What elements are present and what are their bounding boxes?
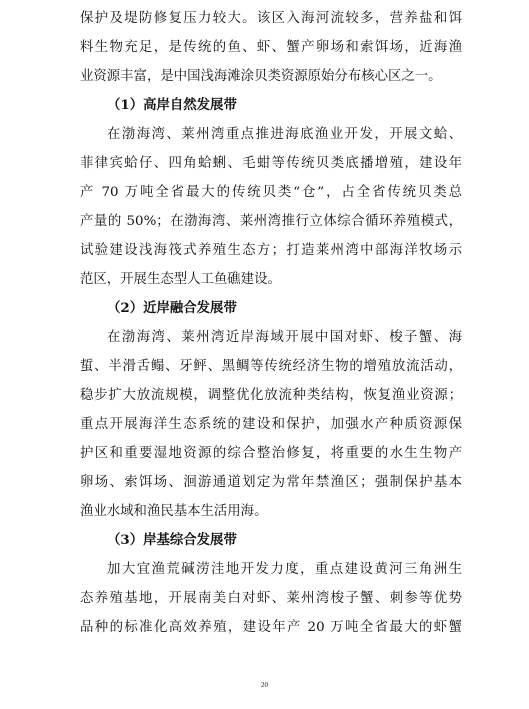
paragraph-line: 在渤海湾、莱州湾重点推进海底渔业开发，开展文蛤、	[107, 127, 462, 142]
paragraph-line: 护区和重要湿地资源的综合整治修复，将重要的水生生物产	[80, 446, 462, 461]
paragraph-line: 态养殖基地，开展南美白对虾、莱州湾梭子蟹、刺参等优势	[80, 591, 462, 606]
page-number: 20	[261, 681, 268, 689]
section-paragraph-near-shore	[80, 323, 462, 526]
paragraph-line: 品种的标准化高效养殖，建设年产 20 万吨全省最大的虾蟹	[80, 620, 462, 635]
paragraph-line: 范区，开展生态型人工鱼礁建设。	[80, 272, 281, 287]
paragraph-line: 料生物充足，是传统的鱼、虾、蟹产卵场和索饵场，近海渔	[80, 40, 462, 55]
body-text	[80, 4, 462, 642]
paragraph-line: 产 70 万吨全省最大的传统贝类“仓”，占全省传统贝类总	[80, 185, 462, 200]
paragraph-line: 渔业水域和渔民基本生活用海。	[80, 504, 268, 519]
section-paragraph-land-based	[80, 555, 462, 642]
paragraph-line: 在渤海湾、莱州湾近岸海域开展中国对虾、梭子蟹、海	[107, 330, 462, 345]
paragraph-line: 蜇、半滑舌鳎、牙鲆、黑鲷等传统经济生物的增殖放流活动，	[80, 359, 462, 374]
paragraph-line: 稳步扩大放流规模，调整优化放流种类结构，恢复渔业资源；	[80, 388, 462, 403]
paragraph-line: 保护及堤防修复压力较大。该区入海河流较多，营养盐和饵	[80, 11, 462, 26]
intro-paragraph	[80, 4, 462, 91]
paragraph-line: 业资源丰富，是中国浅海滩涂贝类资源原始分布核心区之一。	[80, 69, 442, 84]
paragraph-line: 菲律宾蛤仔、四角蛤蜊、毛蚶等传统贝类底播增殖，建设年	[80, 156, 462, 171]
paragraph-line: 重点开展海洋生态系统的建设和保护，加强水产种质资源保	[80, 417, 462, 432]
paragraph-line: 试验建设浅海筏式养殖生态方；打造莱州湾中部海洋牧场示	[80, 243, 462, 258]
section-heading-near-shore: （2）近岸融合发展带	[107, 300, 237, 316]
paragraph-line: 产量的 50%；在渤海湾、莱州湾推行立体综合循环养殖模式，	[80, 214, 462, 229]
paragraph-line: 卵场、索饵场、洄游通道划定为常年禁渔区；强制保护基本	[80, 475, 462, 490]
section-paragraph-high-shore	[80, 120, 462, 294]
section-heading-high-shore: （1）高岸自然发展带	[107, 97, 237, 113]
section-heading-land-based: （3）岸基综合发展带	[107, 532, 237, 548]
paragraph-line: 加大宜渔荒碱涝洼地开发力度，重点建设黄河三角洲生	[107, 562, 462, 577]
